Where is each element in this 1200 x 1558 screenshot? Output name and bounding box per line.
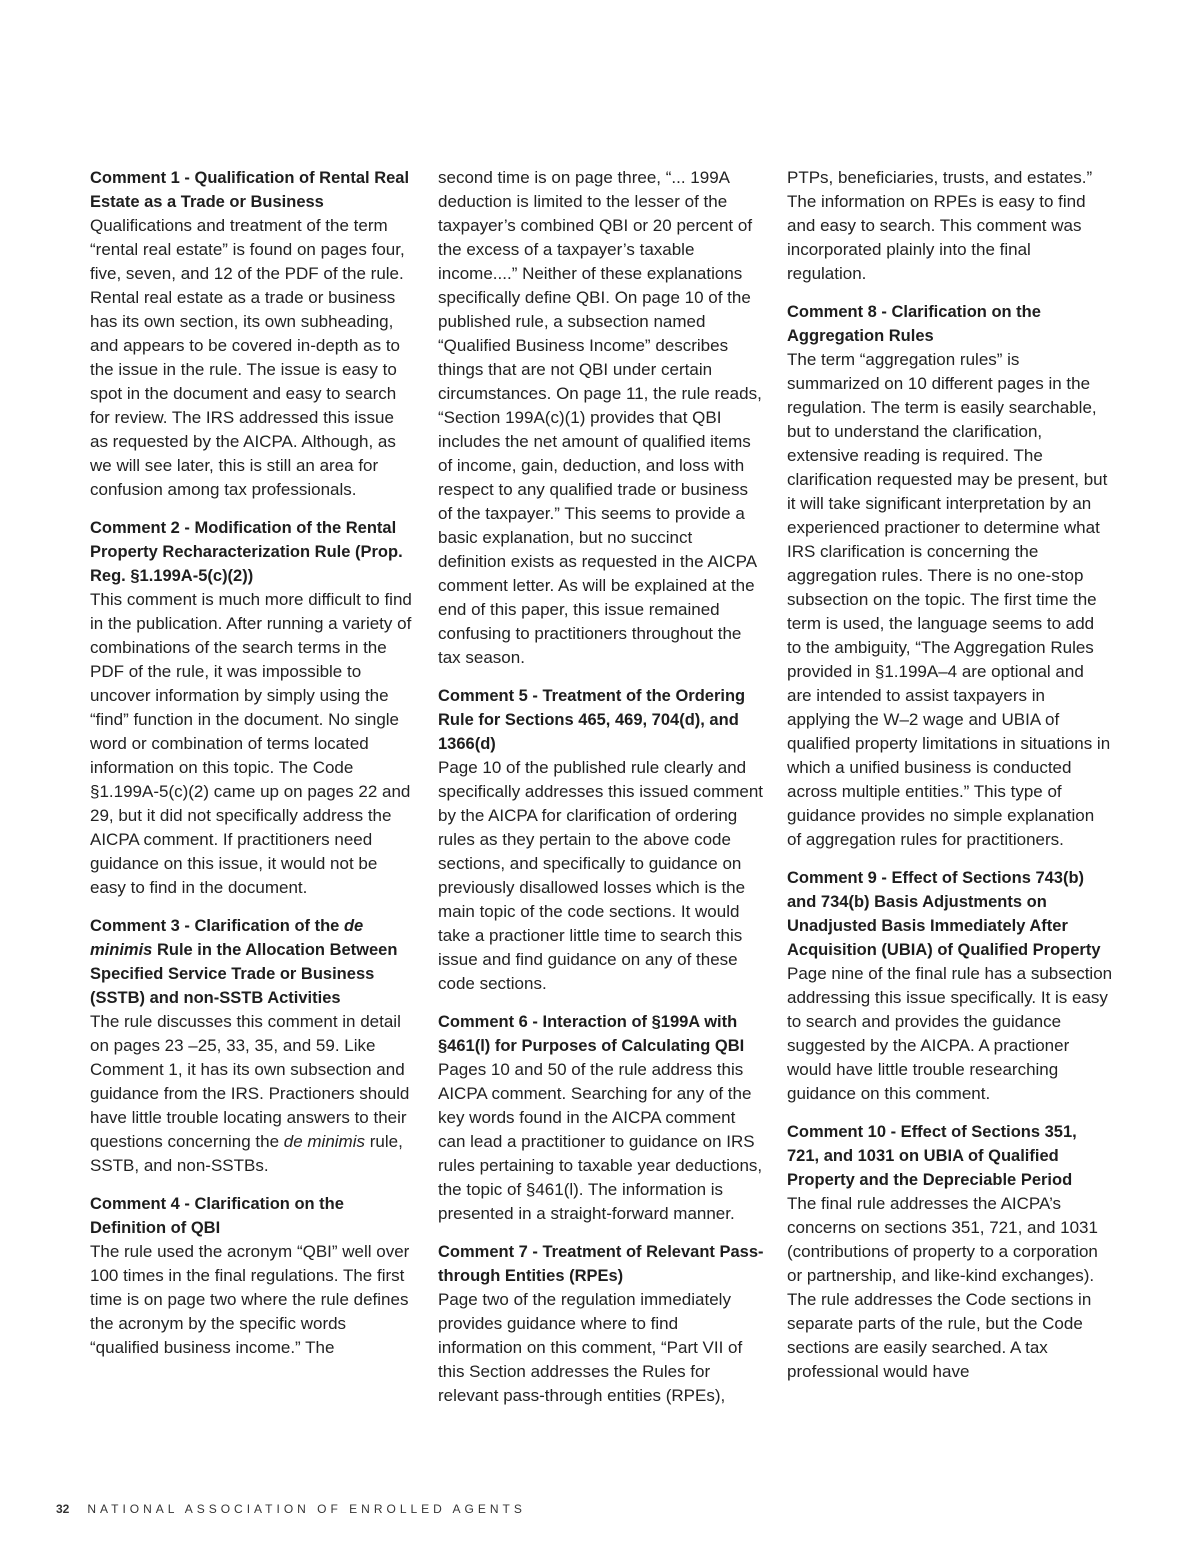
comment-5-section: [438, 684, 764, 996]
comment-5-heading: Comment 5 - Treatment of the Ordering Rule for Sections 465, 469, 704(d), and 1366(d): [438, 687, 746, 753]
column-1: [90, 166, 416, 1374]
comment-3-section: [90, 914, 416, 1178]
comment-3-body-pre: The rule discusses this comment in detail on pages 23 –25, 33, 35, and 59. Like Comment 1, it has its own subsection and guidance from the IRS. Practioners should have little trouble locating answers to their questions concerning the: [90, 1012, 410, 1151]
comment-1-body: Qualifications and treatment of the term “rental real estate” is found on pages four, five, seven, and 12 of the PDF of the rule. Rental real estate as a trade or business has its own section, its own subheading, and appears to be covered in-depth as to the issue in the rule. The issue is easy to spot in the document and easy to search for review. The IRS addressed this issue as requested by the AICPA. Although, as we will see later, this is still an area for confusion among tax professionals.: [90, 216, 405, 499]
comment-8-section: [787, 300, 1113, 852]
comment-10-body: The final rule addresses the AICPA’s concerns on sections 351, 721, and 1031 (contributions of property to a corporation or partnership, and like-kind exchanges). The rule addresses the Code sections in separate parts of the rule, but the Code sections are easily searched. A tax professional would have: [787, 1194, 1098, 1381]
comment-8-body: The term “aggregation rules” is summarized on 10 different pages in the regulation. The term is easily searchable, but to understand the clarification, extensive reading is required. The clarification requested may be present, but it will take significant interpretation by an experienced practioner to determine what IRS clarification is concerning the aggregation rules. There is no one-stop subsection on the topic. The first time the term is used, the language seems to add to the ambiguity, “The Aggregation Rules provided in §1.199A–4 are optional and are intended to assist taxpayers in applying the W–2 wage and UBIA of qualified property limitations in situations in which a unified business is conducted across multiple entities.” This type of guidance provides no simple explanation of aggregation rules for practitioners.: [787, 350, 1111, 849]
comment-7-body: Page two of the regulation immediately provides guidance where to find information on this comment, “Part VII of this Section addresses the Rules for relevant pass-through entities (RPEs),: [438, 1290, 743, 1405]
comment-3-heading: [90, 914, 416, 1010]
comment-1-heading: Comment 1 - Qualification of Rental Real Estate as a Trade or Business: [90, 169, 410, 211]
comment-7-section: [438, 1240, 764, 1408]
comment-3-heading-emphasis: de minimis: [90, 917, 364, 959]
comment-3-heading-pre: Comment 3 - Clarification of the: [90, 917, 344, 935]
comment-3-heading-post: Rule in the Allocation Between Specified Service Trade or Business (SSTB) and non-SSTB Activities: [90, 941, 398, 1007]
comment-6-body: Pages 10 and 50 of the rule address this AICPA comment. Searching for any of the key words found in the AICPA comment can lead a practitioner to guidance on IRS rules pertaining to taxable year deductions, the topic of §461(l). The information is presented in a straight-forward manner.: [438, 1060, 763, 1223]
comment-4-section: [90, 1192, 416, 1360]
comment-4-body: The rule used the acronym “QBI” well over 100 times in the final regulations. The first time is on page two where the rule defines the acronym by the specific words “qualified business income.” The: [90, 1242, 410, 1357]
comment-4-body-continued: second time is on page three, “... 199A deduction is limited to the lesser of the taxpayer’s combined QBI or 20 percent of the excess of a taxpayer’s taxable income....” Neither of these explanations specifically define QBI. On page 10 of the published rule, a subsection named “Qualified Business Income” describes things that are not QBI under certain circumstances. On page 11, the rule reads, “Section 199A(c)(1) provides that QBI includes the net amount of qualified items of income, gain, deduction, and loss with respect to any qualified trade or business of the taxpayer.” This seems to provide a basic explanation, but no succinct definition exists as requested in the AICPA comment letter. As will be explained at the end of this paper, this issue remained confusing to practitioners throughout the tax season.: [438, 168, 762, 667]
comment-7-body-continued: PTPs, beneficiaries, trusts, and estates.” The information on RPEs is easy to find and easy to search. This comment was incorporated plainly into the final regulation.: [787, 168, 1093, 283]
comment-2-heading: Comment 2 - Modification of the Rental Property Recharacterization Rule (Prop. Reg. §1.199A-5(c)(2)): [90, 519, 403, 585]
column-2: [438, 166, 764, 1422]
comment-9-heading: Comment 9 - Effect of Sections 743(b) and 734(b) Basis Adjustments on Unadjusted Basis Immediately After Acquisition (UBIA) of Qualified Property: [787, 869, 1101, 959]
comment-6-section: [438, 1010, 764, 1226]
comment-9-section: [787, 866, 1113, 1106]
comment-8-heading: Comment 8 - Clarification on the Aggregation Rules: [787, 303, 1041, 345]
comment-9-body: Page nine of the final rule has a subsection addressing this issue specifically. It is easy to search and provides the guidance suggested by the AICPA. A practioner would have little trouble researching guidance on this comment.: [787, 964, 1113, 1103]
comment-3-body-post: rule, SSTB, and non-SSTBs.: [90, 1132, 403, 1175]
comment-3-body-emphasis: de minimis: [283, 1132, 365, 1151]
page-footer: [56, 1502, 526, 1516]
comment-2-body: This comment is much more difficult to find in the publication. After running a variety of combinations of the search terms in the PDF of the rule, it was impossible to uncover information by simply using the “find” function in the document. No single word or combination of terms located information on this topic. The Code §1.199A-5(c)(2) came up on pages 22 and 29, but it did not specifically address the AICPA comment. If practitioners need guidance on this issue, it would not be easy to find in the document.: [90, 590, 412, 897]
comment-4-heading: Comment 4 - Clarification on the Definition of QBI: [90, 1195, 344, 1237]
comment-6-heading: Comment 6 - Interaction of §199A with §461(l) for Purposes of Calculating QBI: [438, 1013, 745, 1055]
comment-5-body: Page 10 of the published rule clearly and specifically addresses this issued comment by the AICPA for clarification of ordering rules as they pertain to the above code sections, and specifically to guidance on previously disallowed losses which is the main topic of the code sections. It would take a practioner little time to search this issue and find guidance on any of these code sections.: [438, 758, 764, 993]
comment-7-continued: [787, 166, 1113, 286]
publication-name: NATIONAL ASSOCIATION OF ENROLLED AGENTS: [87, 1502, 526, 1516]
article-columns: [0, 166, 1200, 1436]
comment-1-section: [90, 166, 416, 502]
comment-10-section: [787, 1120, 1113, 1384]
comment-2-section: [90, 516, 416, 900]
comment-4-continued: [438, 166, 764, 670]
column-3: [787, 166, 1113, 1398]
comment-3-body: [90, 1010, 416, 1178]
page-number: 32: [56, 1502, 70, 1516]
comment-7-heading: Comment 7 - Treatment of Relevant Pass-through Entities (RPEs): [438, 1243, 764, 1285]
comment-10-heading: Comment 10 - Effect of Sections 351, 721, and 1031 on UBIA of Qualified Property and the Depreciable Period: [787, 1123, 1077, 1189]
